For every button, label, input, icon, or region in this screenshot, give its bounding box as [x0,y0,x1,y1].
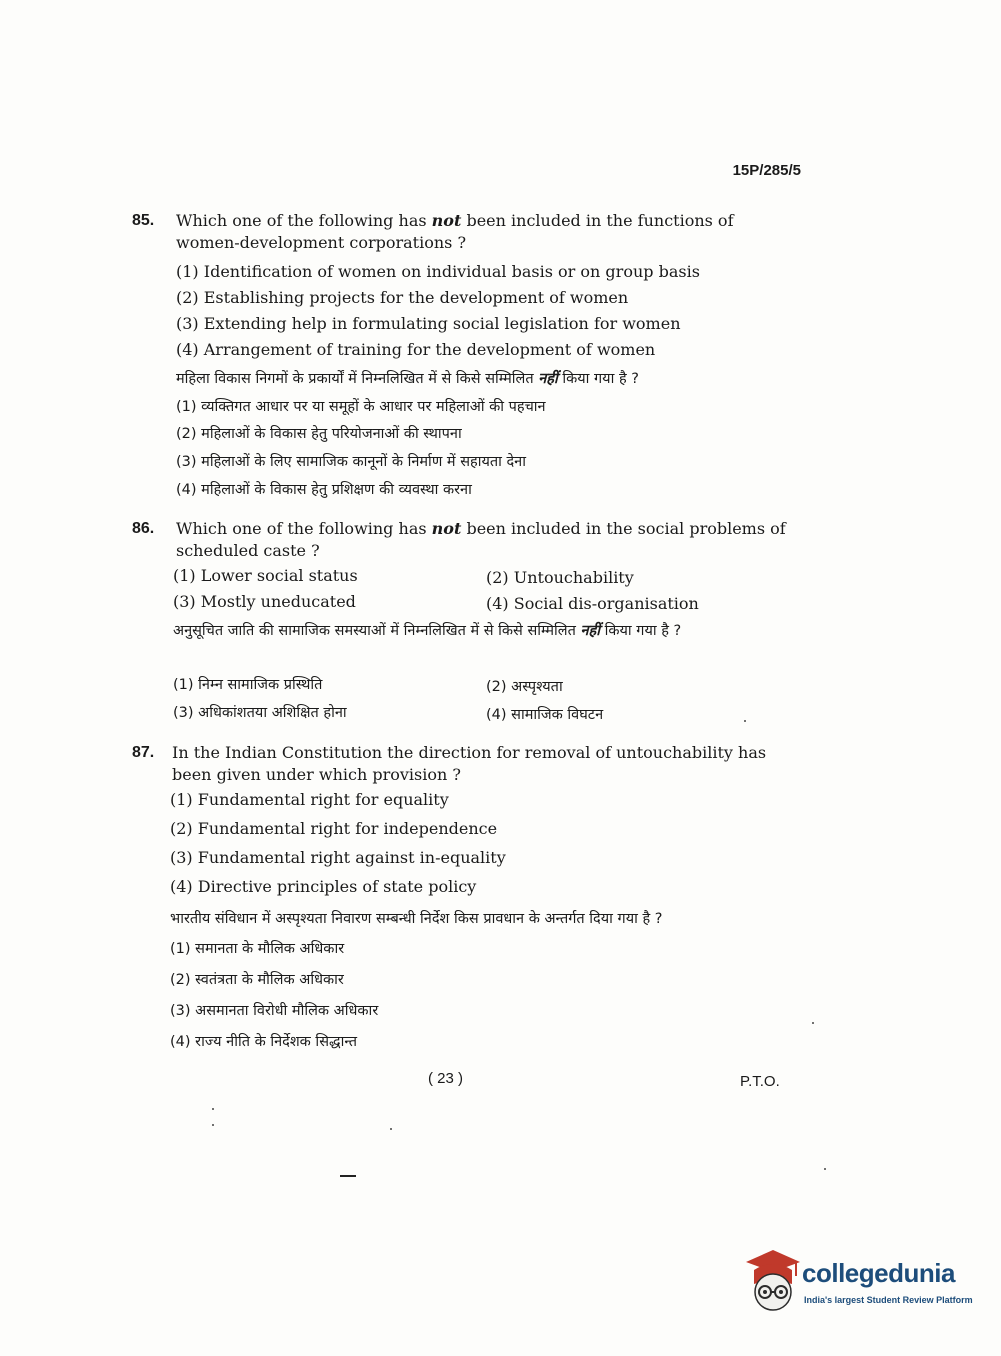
option-hi: (1) समानता के मौलिक अधिकार [170,941,345,957]
question-text-en: Which one of the following has not been included in the functions of women-development corporations ? [176,211,734,252]
question-text-en: In the Indian Constitution the direction for removal of untouchability has been given under which provision ? [172,743,767,784]
option-en: (2) Establishing projects for the development of women [176,288,629,307]
option-hi: (1) व्यक्तिगत आधार पर या समूहों के आधार पर महिलाओं की पहचान [176,399,546,415]
option-en: (4) Social dis-organisation [486,594,699,613]
page-number: ( 23 ) [428,1070,464,1087]
option-en: (2) Untouchability [486,568,634,587]
graduate-mascot-icon [744,1248,802,1314]
question-text-hi: अनुसूचित जाति की सामाजिक समस्याओं में निम्नलिखित में से किसे सम्मिलित नहीं किया गया है ? [173,623,682,639]
option-hi: (3) अधिकांशतया अशिक्षित होना [173,705,347,721]
scan-speck [744,720,746,722]
collegedunia-logo [744,1248,974,1318]
option-hi: (2) अस्पृश्यता [486,679,563,695]
scan-speck [212,1124,214,1126]
option-en: (1) Fundamental right for equality [170,790,449,809]
scan-speck [390,1128,392,1130]
option-hi: (4) राज्य नीति के निर्देशक सिद्धान्त [170,1034,358,1050]
brand-tagline: India's largest Student Review Platform [804,1295,973,1305]
question-text-en: Which one of the following has not been included in the social problems of scheduled caste ? [176,519,786,560]
question-number: 85. [132,212,155,229]
option-hi: (4) सामाजिक विघटन [486,707,604,723]
option-hi: (1) निम्न सामाजिक प्रस्थिति [173,677,323,693]
option-en: (4) Directive principles of state policy [170,877,477,896]
option-hi: (2) स्वतंत्रता के मौलिक अधिकार [170,972,344,988]
scan-speck [212,1108,214,1110]
option-en: (4) Arrangement of training for the development of women [176,340,656,359]
scan-speck [824,1168,826,1170]
option-en: (2) Fundamental right for independence [170,819,498,838]
option-en: (3) Mostly uneducated [173,592,356,611]
option-hi: (3) असमानता विरोधी मौलिक अधिकार [170,1003,379,1019]
question-86 [132,518,792,562]
option-en: (1) Lower social status [173,566,358,585]
pto-label: P.T.O. [740,1073,780,1090]
question-85 [132,210,792,254]
option-hi: (2) महिलाओं के विकास हेतु परियोजनाओं की स्थापना [176,426,462,442]
scan-dash [340,1175,356,1177]
paper-code: 15P/285/5 [732,162,801,179]
question-number: 87. [132,744,155,761]
option-en: (3) Fundamental right against in-equality [170,848,506,867]
question-text-hi: महिला विकास निगमों के प्रकार्यों में निम्नलिखित में से किसे सम्मिलित नहीं किया गया है ? [176,371,639,387]
scan-speck [812,1022,814,1024]
brand-name: collegedunia [802,1258,955,1288]
question-text-hi: भारतीय संविधान में अस्पृश्यता निवारण सम्बन्धी निर्देश किस प्रावधान के अन्तर्गत दिया गया है ? [170,911,663,927]
option-en: (1) Identification of women on individual basis or on group basis [176,262,700,281]
option-hi: (3) महिलाओं के लिए सामाजिक कानूनों के निर्माण में सहायता देना [176,454,526,470]
question-number: 86. [132,520,155,537]
option-en: (3) Extending help in formulating social legislation for women [176,314,681,333]
option-hi: (4) महिलाओं के विकास हेतु प्रशिक्षण की व्यवस्था करना [176,482,472,498]
question-87 [132,742,792,786]
